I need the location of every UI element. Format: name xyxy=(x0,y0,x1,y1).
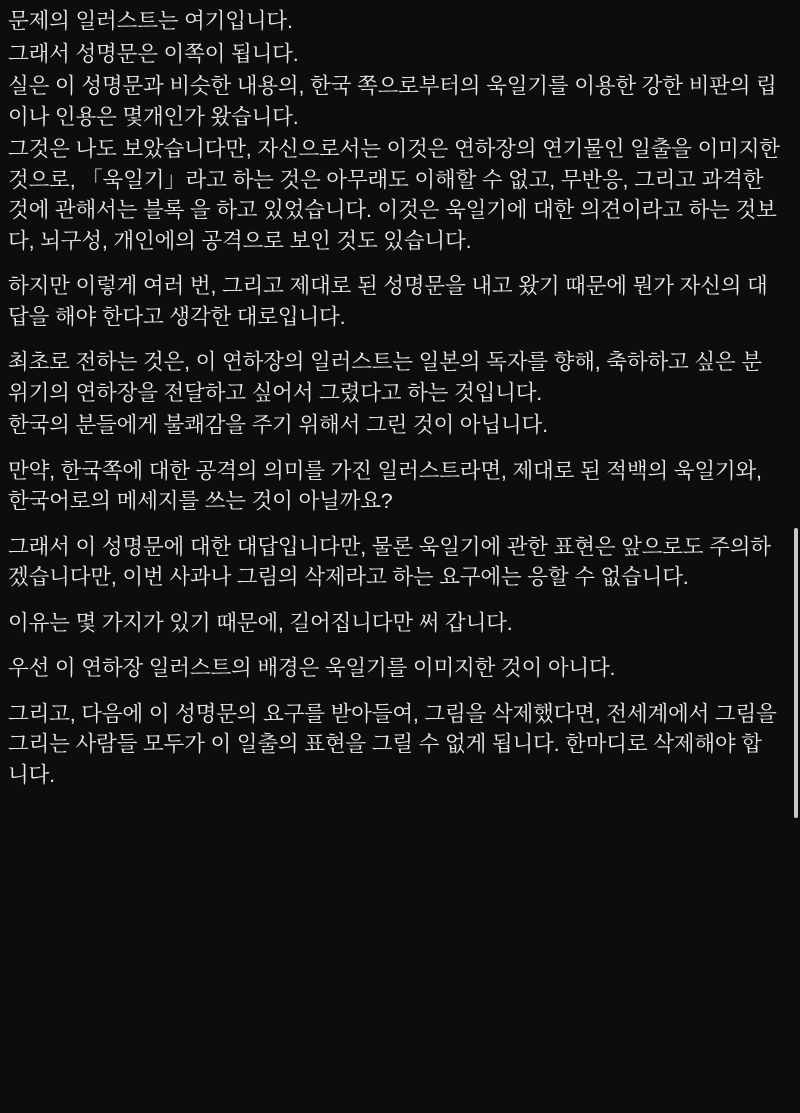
paragraph: 한국의 분들에게 불쾌감을 주기 위해서 그린 것이 아닙니다. xyxy=(8,413,548,438)
paragraph: 문제의 일러스트는 여기입니다. xyxy=(8,9,293,33)
paragraph: 그래서 성명문은 이쪽이 됩니다. xyxy=(8,41,299,66)
vertical-scrollbar[interactable] xyxy=(794,528,798,818)
paragraph: 그리고, 다음에 이 성명문의 요구를 받아들여, 그림을 삭제했다면, 전세계에서 그림을 그리는 사람들 모두가 이 일출의 표현을 그릴 수 없게 됩니다. 한마디로 삭제해야 합니다. xyxy=(8,701,783,787)
paragraph: 만약, 한국쪽에 대한 공격의 의미를 가진 일러스트라면, 제대로 된 적백의 욱일기와, 한국어로의 메세지를 쓰는 것이 아닐까요? xyxy=(8,458,768,514)
paragraph: 실은 이 성명문과 비슷한 내용의, 한국 쪽으로부터의 욱일기를 이용한 강한 비판의 립이나 인용은 몇개인가 왔습니다. xyxy=(8,74,777,129)
paragraph: 우선 이 연하장 일러스트의 배경은 욱일기를 이미지한 것이 아니다. xyxy=(8,656,616,681)
document-body xyxy=(8,6,786,790)
paragraph: 최초로 전하는 것은, 이 연하장의 일러스트는 일본의 독자를 향해, 축하하고 싶은 분위기의 연하장을 전달하고 싶어서 그렸다고 하는 것입니다. xyxy=(8,350,762,405)
paragraph: 그것은 나도 보았습니다만, 자신으로서는 이것은 연하장의 연기물인 일출을 이미지한 것으로, 「욱일기」라고 하는 것은 아무래도 이해할 수 없고, 무반응, 그리고 과격한 것에 관해서는 블록 을 하고 있었습니다. 이것은 욱일기에 대한 의견이라고 하는 것보다, 뇌구성, 개인에의 공격으로 보인 것도 있습니다. xyxy=(8,137,786,253)
paragraph: 그래서 이 성명문에 대한 대답입니다만, 물론 욱일기에 관한 표현은 앞으로도 주의하겠습니다만, 이번 사과나 그림의 삭제라고 하는 요구에는 응할 수 없습니다. xyxy=(8,534,771,590)
paragraph: 이유는 몇 가지가 있기 때문에, 길어집니다만 써 갑니다. xyxy=(8,610,513,635)
paragraph: 하지만 이렇게 여러 번, 그리고 제대로 된 성명문을 내고 왔기 때문에 뭔가 자신의 대답을 해야 한다고 생각한 대로입니다. xyxy=(8,274,768,329)
